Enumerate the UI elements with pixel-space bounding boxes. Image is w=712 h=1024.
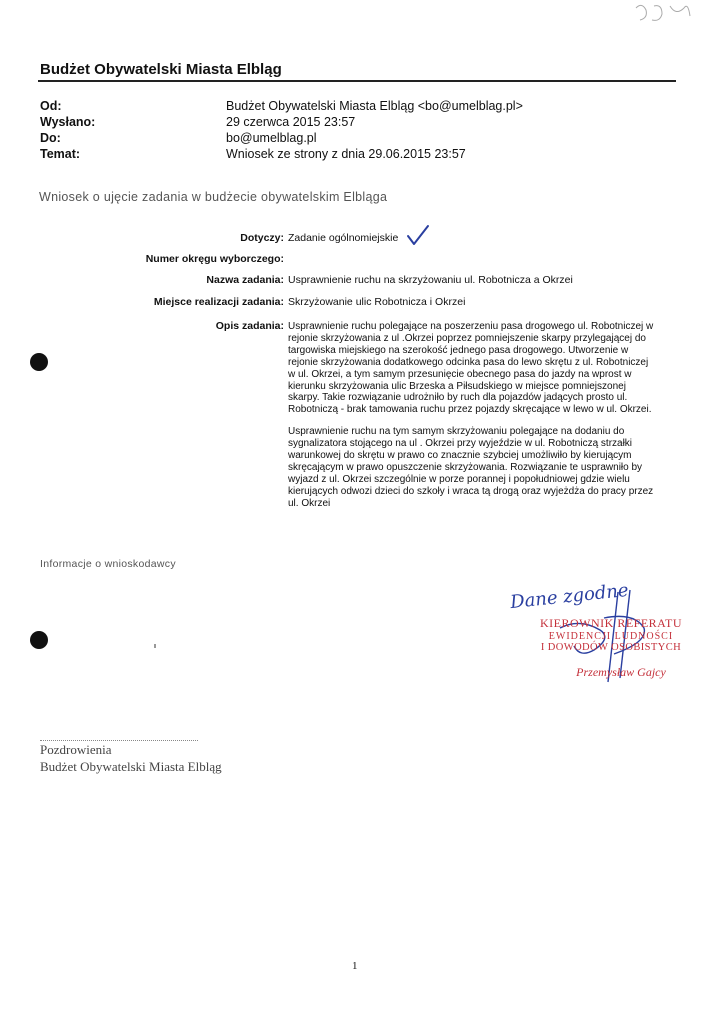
- closing-greeting: Pozdrowienia: [40, 742, 112, 757]
- punch-hole: [30, 353, 48, 371]
- field-label-miejsce: Miejsce realizacji zadania:: [153, 296, 284, 308]
- stamp-name: Przemysław Gajcy: [576, 665, 666, 679]
- stamp-line-3: I DOWODÓW OSOBISTYCH: [540, 642, 682, 653]
- sent-value: 29 czerwca 2015 23:57: [226, 115, 356, 129]
- stamp-line-2: EWIDENCJI LUDNOŚCI: [548, 631, 674, 642]
- official-stamp: [526, 616, 696, 680]
- sent-label: Wysłano:: [40, 115, 96, 129]
- field-label-nazwa: Nazwa zadania:: [206, 274, 284, 286]
- closing-sender: Budżet Obywatelski Miasta Elbląg: [40, 759, 222, 774]
- to-value: bo@umelblag.pl: [226, 131, 317, 145]
- field-label-okreg: Numer okręgu wyborczego:: [145, 253, 284, 265]
- field-value-miejsce: Skrzyżowanie ulic Robotnicza i Okrzei: [288, 296, 466, 308]
- from-value: Budżet Obywatelski Miasta Elbląg <bo@umelblag.pl>: [226, 99, 523, 113]
- title-divider: [38, 80, 676, 82]
- punch-hole: [30, 631, 48, 649]
- form-title: Wniosek o ujęcie zadania w budżecie obywatelskim Elbląga: [39, 190, 388, 204]
- field-value-dotyczy: Zadanie ogólnomiejskie: [288, 232, 399, 244]
- checkmark-icon: [406, 224, 430, 251]
- page-number: 1: [352, 960, 358, 972]
- closing-divider: [40, 740, 198, 741]
- field-label-dotyczy: Dotyczy:: [240, 232, 284, 244]
- page-mark-scribble: [630, 0, 700, 33]
- description-paragraph-1: Usprawnienie ruchu polegające na poszerzeniu pasa drogowego ul. Robotniczej w rejonie skrzyżowania z ul .Okrzei poprzez pomniejszenie skarpy przylegającej do targowiska miejskiego na szerokość jednego pasa drogowego. Utworzenie w rejonie skrzyżowania dodatkowego odcinka pasa do lewo skrętu z ul. Robotniczej w ul. Okrzei, a tym samym przesunięcie obecnego pasa do jazdy na wprost w kierunku skrzyżowania ulic Brzeska a Piłsudskiego w miejsce pomniejszonej skarpy. Takie rozwiązanie udrożniło by ruch dla pojazdów jadących prosto ul. Robotniczą - brak tamowania ruchu przez pojazdy skręcające w lewo w ul. Okrzei.: [288, 321, 654, 416]
- document-title: Budżet Obywatelski Miasta Elbląg: [40, 61, 282, 78]
- handwritten-note: Dane zgodne: [509, 579, 630, 614]
- from-label: Od:: [40, 99, 62, 113]
- description-text: [288, 321, 658, 510]
- field-value-nazwa: Usprawnienie ruchu na skrzyżowaniu ul. Robotnicza a Okrzei: [288, 274, 573, 286]
- applicant-section-heading: Informacje o wnioskodawcy: [40, 558, 176, 570]
- subject-label: Temat:: [40, 147, 81, 161]
- stamp-line-1: KIEROWNIK REFERATU: [540, 616, 682, 630]
- subject-value: Wniosek ze strony z dnia 29.06.2015 23:57: [226, 147, 466, 161]
- field-label-opis: Opis zadania:: [215, 320, 284, 332]
- description-paragraph-2: Usprawnienie ruchu na tym samym skrzyżowaniu polegające na dodaniu do sygnalizatora stojącego na ul . Okrzei przy wyjeździe w ul. Robotniczą strzałki warunkowej do skrętu w prawo co znacznie szybciej umożliwiło by kierującym skręcającym w prawo opuszczenie skrzyżowania. Rozwiązanie te usprawniło by wyjazd z ul. Okrzei szczególnie w porze porannej i popołudniowej gdzie wielu kierujących odwozi dzieci do szkoły i wraca tą drogą oraz wyjeżdża do pracy przez ul. Okrzei: [288, 426, 654, 509]
- to-label: Do:: [40, 131, 61, 145]
- speck: [154, 644, 156, 648]
